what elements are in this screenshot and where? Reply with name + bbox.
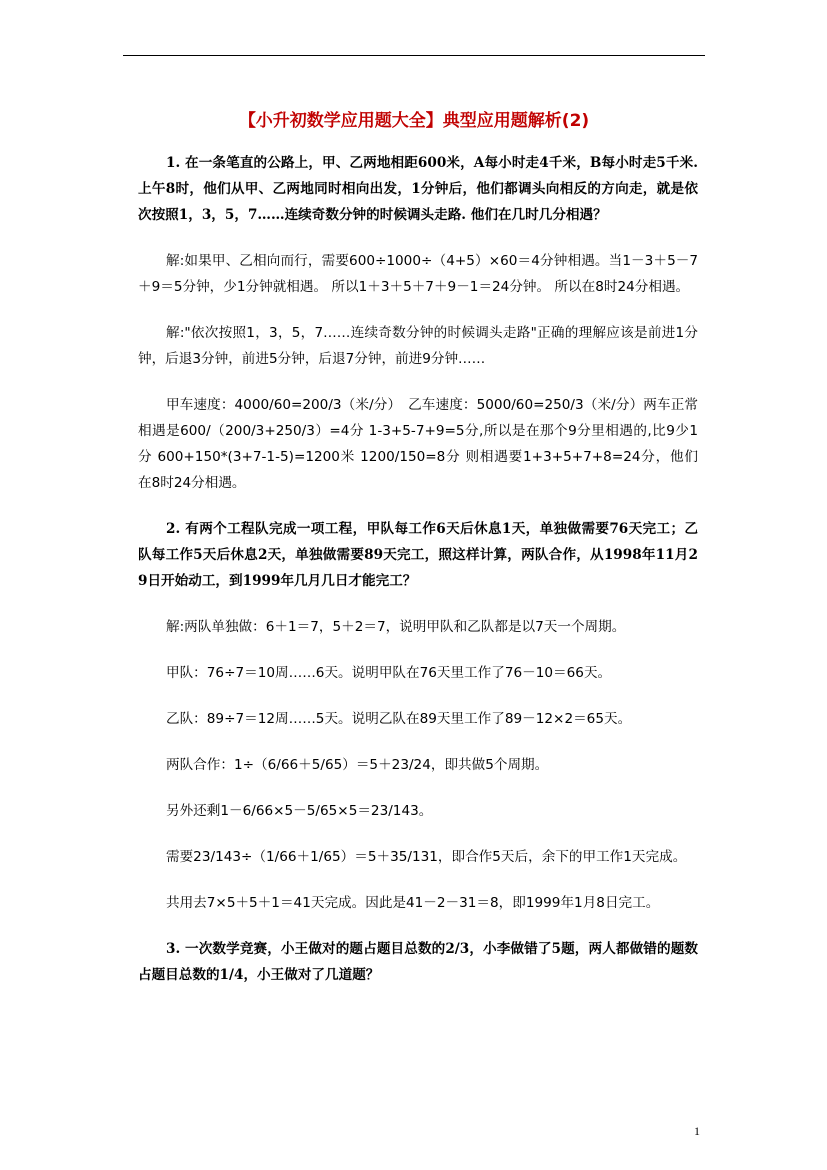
page-title: 【小升初数学应用题大全】典型应用题解析(2) [238,111,590,131]
question-1: 1. 在一条笔直的公路上，甲、乙两地相距600米，A每小时走4千米，B每小时走5千米. 上午8时，他们从甲、乙两地同时相向出发，1分钟后，他们都调头向相反的方向走，就是依次按照1，3，5，7……连续奇数分钟的时候调头走路. 他们在几时几分相遇？ [138,155,698,223]
solution-1a: 解:如果甲、乙相向而行，需要600÷1000÷（4+5）×60＝4分钟相遇。当1－3＋5－7＋9＝5分钟，少1分钟就相遇。 所以1＋3＋5＋7＋9－1＝24分钟。 所以在8时24分相遇。 [138,253,698,295]
page-number: 1 [694,1124,700,1138]
header-rule [123,55,705,56]
question-3: 3. 一次数学竞赛，小王做对的题占题目总数的2/3，小李做错了5题，两人都做错的题数占题目总数的1/4，小王做对了几道题？ [138,941,698,983]
solution-1c: 甲车速度：4000/60=200/3（米/分） 乙车速度：5000/60=250/3（米/分）两车正常相遇是600/（200/3+250/3）=4分 1-3+5-7+9=5分,所以是在那个9分里相遇的,比9少1分 600+150*(3+7-1-5)=1200米 1200/150=8分 则相遇要1+3+5+7+8=24分，他们在8时24分相遇。 [138,397,698,491]
solution-2-line-1: 解:两队单独做：6＋1＝7，5＋2＝7，说明甲队和乙队都是以7天一个周期。 [166,619,626,635]
solution-2-line-3: 乙队：89÷7＝12周……5天。说明乙队在89天里工作了89－12×2＝65天。 [166,711,632,727]
solution-2-line-6: 需要23/143÷（1/66＋1/65）＝5＋35/131，即合作5天后，余下的甲工作1天完成。 [166,849,687,865]
solution-2-line-4: 两队合作：1÷（6/66＋5/65）＝5＋23/24，即共做5个周期。 [166,757,549,773]
solution-2-line-2: 甲队：76÷7＝10周……6天。说明甲队在76天里工作了76－10＝66天。 [166,665,612,681]
document-body [138,150,698,988]
solution-2-line-7: 共用去7×5＋5＋1＝41天完成。因此是41－2－31＝8，即1999年1月8日完工。 [166,895,660,911]
question-2: 2. 有两个工程队完成一项工程，甲队每工作6天后休息1天，单独做需要76天完工；乙队每工作5天后休息2天，单独做需要89天完工，照这样计算，两队合作，从1998年11月29日开始动工，到1999年几月几日才能完工？ [138,521,698,589]
solution-2-line-5: 另外还剩1－6/66×5－5/65×5＝23/143。 [166,803,433,819]
solution-1b: 解:"依次按照1，3，5，7……连续奇数分钟的时候调头走路"正确的理解应该是前进1分钟，后退3分钟，前进5分钟，后退7分钟，前进9分钟…… [138,325,698,367]
